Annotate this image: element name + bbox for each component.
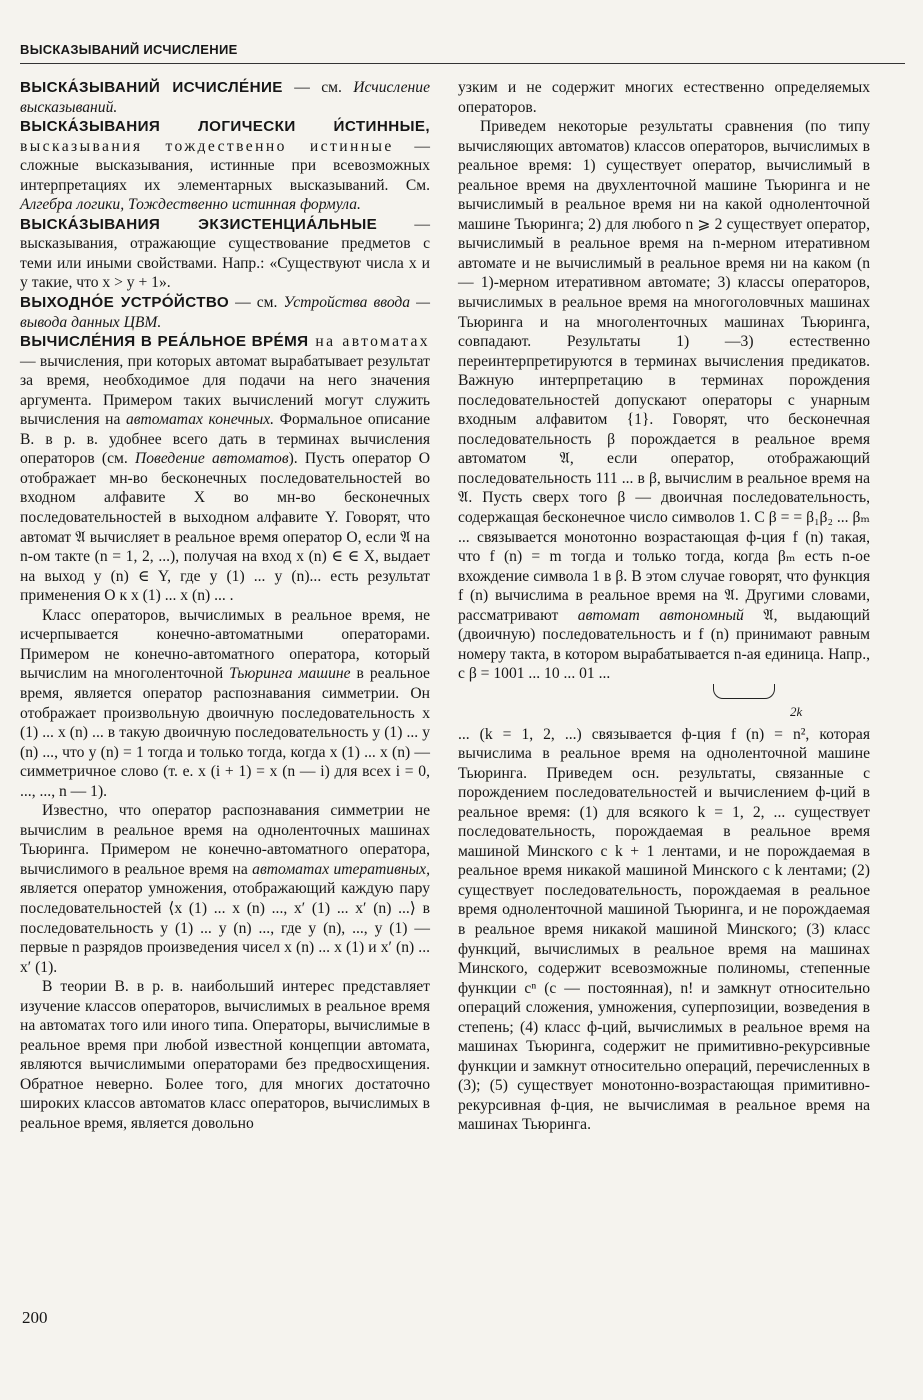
- underbrace: [458, 684, 870, 705]
- entry-text: — высказывания, отражающие существование предметов с теми или иными свойствами. Напр.: «Существуют числа x и y такие, что x > y + 1».: [20, 215, 430, 292]
- cross-reference: Поведение автоматов: [135, 450, 289, 468]
- entry-output-device: [20, 293, 430, 332]
- entry-term: ВЫХОДНО́Е УСТРО́ЙСТВО: [20, 294, 230, 312]
- right-column: [458, 78, 870, 1135]
- paragraph: [20, 606, 430, 801]
- entry-propositional-calculus: [20, 78, 430, 117]
- cross-reference: автоматах конечных.: [125, 411, 275, 429]
- page-number: 200: [22, 1308, 48, 1327]
- paragraph-text: 𝔄, выдающий (двоичную) последовательность и f (n) принимают равным номеру такта, в котором вырабатывается n-ая единица. Напр., с β = 1001 ... 10 ... 01 ...: [458, 606, 871, 683]
- paragraph: [20, 801, 430, 977]
- entry-term: ВЫЧИСЛЕ́НИЯ В РЕА́ЛЬНОЕ ВРЕ́МЯ: [20, 333, 309, 351]
- paragraph: В теории В. в р. в. наибольший интерес представляет изучение классов операторов, вычислимых в реальное время на автоматах того или иного типа. Операторы, вычислимые в реальное время при любой известной концепции автомата, являются вычислимыми операторами без предвосхищения. Обратное неверно. Более того, для многих достаточно широких классов автоматов класс операторов, вычислимых в реальное время, является довольно: [20, 978, 430, 1132]
- underbrace-label: 2k: [790, 703, 803, 719]
- entry-text: — см.: [282, 79, 354, 96]
- paragraph: ... (k = 1, 2, ...) связывается ф-ция f (n) = n², которая вычислима в реальное время на одноленточной машине Тьюринга. Приведем осн. результаты, связанные с порождением последовательностей и вычислением ф-ций в реальное время: (1) для всякого k = 1, 2, ... существует последовательность, порождаемая в реальное время машиной Минского с k + 1 лентами, и не порождаемая в реальное время никакой машиной Минского с k лентами; (2) существует последовательность, порождаемая в реальное время одноленточной машиной Тьюринга, и не порождаемая в реальное время никакой машиной Минского; (3) класс функций, вычислимых в реальное время на машинах Минского, содержит всевозможные полиномы, степенные функции cⁿ (c — постоянная), n! и замкнут относительно операций сложения, умножения, суперпозиции, возведения в степень; (4) класс ф-ций, вычислимых в реальное время на машинах Тьюринга, содержит не примитивно-рекурсивные функции и замкнут относительно операций, перечисленных в (3); (5) существует монотонно-возрастающая примитивно-рекурсивная ф-ция, не вычислимая в реальное время на машинах Тьюринга.: [458, 725, 870, 1134]
- cross-reference: Тьюринга машине: [229, 665, 351, 683]
- cross-reference: Устройства ввода — вывода данных ЦВМ.: [20, 294, 430, 331]
- entry-text: ). Пусть оператор O отображает мн-во бесконечных последовательностей во входном алфавите X во мн-во бесконечных последовательностей в выходном алфавите Y. Говорят, что автомат 𝔄 вычисляет в реальное время оператор O, если 𝔄 на n-ом такте (n = 1, 2, ...), получая на вход x (n) ∈ ∈ X, выдает на выход y (n) ∈ Y, где y (1) ... y (n)... есть результат применения O к x (1) ... x (n) ... .: [20, 450, 430, 605]
- header-rule: [20, 63, 905, 64]
- paragraph-text: Приведем некоторые результаты сравнения (по типу вычисляющих автоматов) классов операторов, вычислимых в реальное время: 1) существует оператор, вычислимый в реальное время на двухленточной машине Тьюринга и не вычислимый в реальное время ни на какой одноленточной машине Тьюринга; 2) для любого n ⩾ 2 существует оператор, вычислимый в реальное время на n-мерном итеративном автомате и не вычислимый в реальное время ни на каком (n — 1)-мерном итеративном автомате; 3) классы операторов, вычислимых в реальное время на многоголовчных машинах Тьюринга и на многоленточных машинах Тьюринга, совпадают. Результаты 1) —3) естественно переинтерпретируются в терминах вычисления предикатов. Важную интерпретацию в терминах порождения последовательностей допускают операторы с унарным входным алфавитом {1}. Говорят, что бесконечная последовательность β порождается в реальное время автоматом 𝔄, если оператор, отображающий последовательность 111 ... в β, вычислим в реальное время на 𝔄. Пусть сверх того β — двоичная последовательность, содержащая бесконечное число символов 1. С β = = β₁β₂ ... βₘ ... связывается монотонно возрастающая ф-ция f (n) такая, что f (n) = m тогда и только тогда, когда βₘ есть n-ое вхождение символа 1 в β. В этом случае говорят, что функция f (n) вычислима в реальное время на 𝔄. Другими словами, рассматривают: [458, 118, 870, 624]
- cross-reference: автоматах итеративных,: [252, 860, 430, 878]
- paragraph-text: является оператор умножения, отображающий каждую пару последовательностей ⟨x (1) ... x (n) ..., x′ (1) ... x′ (n) ...⟩ в последовательность y (1) ... y (n) ..., где y (n), ..., y (1) — первые n разрядов произведения чисел x (n) ... x (1) и x′ (n) ... x′ (1).: [20, 880, 430, 976]
- entry-term: ВЫСКА́ЗЫВАНИЯ ЭКЗИСТЕНЦИА́ЛЬНЫЕ: [20, 215, 378, 233]
- entry-text: — вычисления, при которых автомат вырабатывает результат за время, необходимое для подачи на него значения аргумента. Примером таких вычислений могут служить вычисления на: [20, 352, 430, 429]
- entry-term: ВЫСКА́ЗЫВАНИЯ ЛОГИЧЕСКИ И́СТИННЫЕ,: [20, 118, 430, 136]
- cross-reference: Алгебра логики, Тождественно истинная формула.: [20, 196, 361, 214]
- underbrace-mark: [713, 684, 775, 699]
- entry-existential: [20, 215, 430, 293]
- entry-real-time-computation: [20, 332, 430, 606]
- entry-text: Формальное описание В. в р. в. удобнее всего дать в терминах вычисления операторов (см.: [20, 411, 431, 468]
- entry-text: — сложные высказывания, истинные при всевозможных интерпретациях их элементарных высказываний. См.: [20, 137, 430, 194]
- entry-synonym: высказывания тождественно истинные: [20, 137, 394, 155]
- running-head: ВЫСКАЗЫВАНИЙ ИСЧИСЛЕНИЕ: [20, 42, 238, 57]
- paragraph: [458, 117, 870, 684]
- cross-reference: Исчисление высказываний.: [20, 79, 430, 116]
- entry-qualifier: на автоматах: [308, 333, 430, 351]
- cross-reference: автомат автономный: [577, 606, 744, 624]
- paragraph-text: Известно, что оператор распознавания симметрии не вычислим в реальное время на одноленточных машинах Тьюринга. Примером не конечно-автоматного оператора, вычислимого в реальное время на: [20, 802, 430, 878]
- paragraph-text: в реальное время, является оператор распознавания симметрии. Он отображает произвольную двоичную последовательность x (1) ... x (n) ... в такую двоичную последовательность y (1) ... y (n) ..., что y (n) = 1 тогда и только тогда, когда x (1) ... x (n) — симметричное слово (т. е. x (i + 1) = x (n — i) для всех i = 0, ..., ..., n — 1).: [20, 665, 430, 800]
- paragraph-text: Класс операторов, вычислимых в реальное время, не исчерпывается конечно-автоматными операторами. Примером не конечно-автоматного оператора, который вычислим на многоленточной: [20, 606, 430, 683]
- entry-logically-true: [20, 117, 430, 215]
- left-column: [20, 78, 430, 1134]
- paragraph: узким и не содержит многих естественно определяемых операторов.: [458, 79, 870, 116]
- entry-term: ВЫСКА́ЗЫВАНИЙ ИСЧИСЛЕ́НИЕ: [20, 79, 283, 96]
- entry-text: — см.: [229, 294, 284, 312]
